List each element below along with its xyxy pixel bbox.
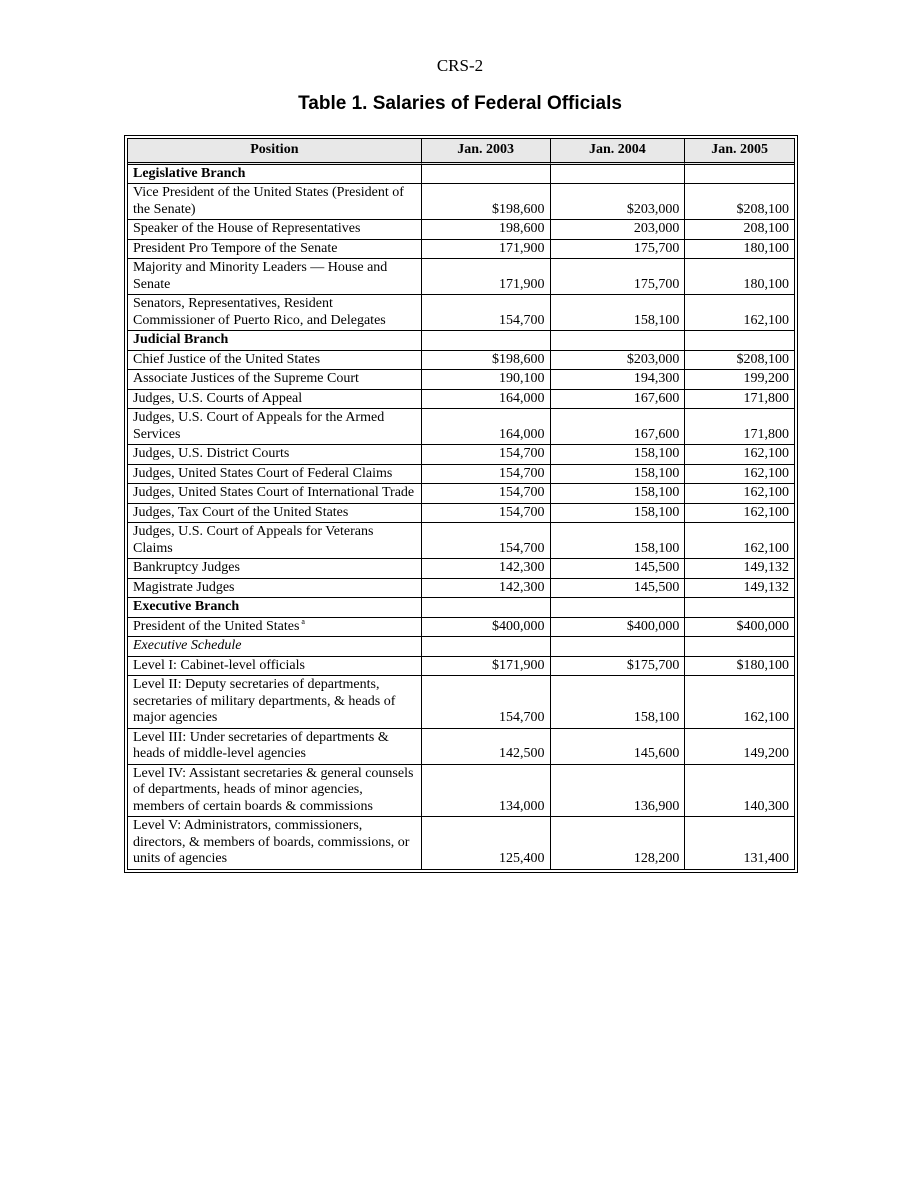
position-text: Judges, U.S. Court of Appeals for the Armed Services — [133, 410, 385, 442]
position-cell — [128, 817, 422, 869]
salary-jan-2005-cell — [685, 165, 794, 185]
position-text: Level II: Deputy secretaries of departments, secretaries of military departments, & heads of major agencies — [133, 677, 396, 725]
table-body — [128, 165, 794, 869]
salary-jan-2005-cell: 162,100 — [685, 523, 794, 559]
salary-jan-2005-cell: $180,100 — [685, 657, 794, 677]
position-cell — [128, 657, 422, 677]
salary-jan-2004-cell: $400,000 — [551, 618, 686, 638]
salary-jan-2005-cell: 162,100 — [685, 465, 794, 485]
position-text: Judicial Branch — [133, 332, 229, 347]
salary-jan-2003-cell: 154,700 — [422, 295, 551, 331]
salary-jan-2003-cell: 154,700 — [422, 523, 551, 559]
position-cell — [128, 729, 422, 765]
column-header-jan-2003: Jan. 2003 — [422, 139, 551, 165]
salary-jan-2003-cell: 198,600 — [422, 220, 551, 240]
salary-jan-2003-cell: 164,000 — [422, 390, 551, 410]
position-cell — [128, 504, 422, 524]
table-row — [128, 559, 794, 579]
salary-jan-2005-cell: 171,800 — [685, 409, 794, 445]
salary-jan-2003-cell: 142,300 — [422, 579, 551, 599]
position-text: President of the United States — [133, 618, 300, 634]
salary-jan-2004-cell: 158,100 — [551, 445, 686, 465]
table-row — [128, 295, 794, 331]
salary-jan-2004-cell: 194,300 — [551, 370, 686, 390]
salary-jan-2005-cell: 162,100 — [685, 676, 794, 729]
table-row — [128, 390, 794, 410]
salary-jan-2003-cell — [422, 331, 551, 351]
salary-jan-2003-cell: $400,000 — [422, 618, 551, 638]
salary-jan-2005-cell — [685, 598, 794, 618]
footnote-marker: a — [301, 616, 305, 626]
salary-jan-2005-cell: 131,400 — [743, 851, 789, 866]
column-header-jan-2005: Jan. 2005 — [685, 139, 794, 165]
table-row — [128, 579, 794, 599]
salary-jan-2003-cell: 154,700 — [422, 484, 551, 504]
salary-jan-2004-cell: 167,600 — [551, 409, 686, 445]
salary-jan-2004-cell: 136,900 — [551, 765, 686, 818]
salary-jan-2005-cell: 180,100 — [685, 259, 794, 295]
table-row — [128, 465, 794, 485]
salary-jan-2005-cell — [685, 637, 794, 657]
position-text: Judges, U.S. Courts of Appeal — [133, 390, 303, 406]
table-row — [128, 370, 794, 390]
salary-jan-2005-cell — [685, 331, 794, 351]
position-text: Vice President of the United States (President of the Senate) — [133, 185, 404, 217]
position-text: Executive Branch — [133, 599, 240, 614]
position-text: Level IV: Assistant secretaries & general counsels of departments, heads of minor agencies, members of certain boards & commissions — [133, 765, 414, 814]
table-row — [128, 240, 794, 260]
position-cell — [128, 484, 422, 504]
salary-jan-2003-cell: 142,500 — [422, 729, 551, 765]
salary-jan-2003-cell: 164,000 — [422, 409, 551, 445]
position-text: Judges, United States Court of International Trade — [133, 485, 415, 500]
salary-jan-2005-cell: 149,132 — [685, 559, 794, 579]
salary-jan-2003-cell: 171,900 — [422, 259, 551, 295]
salary-jan-2004-cell — [551, 165, 686, 185]
salary-jan-2004-cell: 175,700 — [551, 240, 686, 260]
table-row — [128, 484, 794, 504]
table-row — [128, 445, 794, 465]
salary-jan-2005-cell: 162,100 — [685, 484, 794, 504]
salary-jan-2003-cell: 142,300 — [422, 559, 551, 579]
position-cell — [128, 409, 422, 445]
salary-jan-2005-cell: 208,100 — [685, 220, 794, 240]
position-text: Level V: Administrators, commissioners, directors, & members of boards, commissions, or units of agencies — [133, 818, 410, 866]
table-row — [128, 817, 794, 869]
position-text: Legislative Branch — [133, 165, 246, 181]
table-frame — [124, 135, 798, 873]
position-cell — [128, 637, 422, 657]
table-row — [128, 184, 794, 220]
salary-jan-2005-cell: $208,100 — [685, 351, 794, 371]
salary-jan-2004-cell: 203,000 — [551, 220, 686, 240]
table-row — [128, 618, 794, 638]
salary-jan-2004-cell: 145,500 — [551, 579, 686, 599]
position-text: Level I: Cabinet-level officials — [133, 657, 305, 673]
position-cell — [128, 559, 422, 579]
position-text: Speaker of the House of Representatives — [133, 221, 361, 236]
table-row — [128, 220, 794, 240]
table-row — [128, 729, 794, 765]
salary-jan-2003-cell: 154,700 — [422, 465, 551, 485]
salary-jan-2004-cell — [551, 637, 686, 657]
salary-jan-2003-cell — [422, 165, 551, 185]
position-cell — [128, 351, 422, 371]
position-text: Chief Justice of the United States — [133, 351, 321, 367]
table-row — [128, 657, 794, 677]
salary-jan-2005-cell: 162,100 — [685, 295, 794, 331]
salary-jan-2004-cell: 175,700 — [551, 259, 686, 295]
salary-jan-2003-cell: 154,700 — [422, 504, 551, 524]
section-row — [128, 165, 794, 185]
position-text: Associate Justices of the Supreme Court — [133, 371, 359, 386]
salary-jan-2004-cell: 167,600 — [551, 390, 686, 410]
table-header-row — [128, 139, 794, 165]
column-header-jan-2004: Jan. 2004 — [551, 139, 686, 165]
position-text: Executive Schedule — [133, 638, 242, 653]
salary-jan-2003-cell: 134,000 — [422, 765, 551, 818]
position-cell — [128, 370, 422, 390]
position-text: Judges, Tax Court of the United States — [133, 504, 349, 520]
salary-jan-2003-cell: 125,400 — [422, 817, 551, 869]
table-title: Table 1. Salaries of Federal Officials — [298, 93, 622, 114]
salary-jan-2004-cell: 158,100 — [551, 465, 686, 485]
position-cell — [128, 259, 422, 295]
salary-jan-2004-cell: $175,700 — [551, 657, 686, 677]
table-row — [128, 523, 794, 559]
salary-jan-2005-cell: 140,300 — [685, 765, 794, 818]
position-text: Bankruptcy Judges — [133, 560, 240, 575]
salary-jan-2004-cell: 158,100 — [551, 676, 686, 729]
salary-jan-2003-cell: 154,700 — [422, 445, 551, 465]
position-cell — [128, 676, 422, 729]
position-text: Majority and Minority Leaders — House and Senate — [133, 260, 388, 292]
table-row — [128, 259, 794, 295]
salary-jan-2003-cell: 171,900 — [422, 240, 551, 260]
position-cell — [128, 579, 422, 599]
salary-jan-2004-cell: $203,000 — [551, 184, 686, 220]
salary-jan-2004-cell: $203,000 — [551, 351, 686, 371]
position-cell — [128, 465, 422, 485]
salary-jan-2004-cell: 158,100 — [551, 523, 686, 559]
salary-jan-2005-cell: 162,100 — [685, 445, 794, 465]
salary-jan-2005-cell: 171,800 — [685, 390, 794, 410]
salary-jan-2003-cell: $198,600 — [422, 184, 551, 220]
position-cell — [128, 523, 422, 559]
subsection-row — [128, 637, 794, 657]
salary-jan-2005-cell: 149,132 — [685, 579, 794, 599]
salary-jan-2005-cell: 162,100 — [685, 504, 794, 524]
position-text: Level III: Under secretaries of departments & heads of middle-level agencies — [133, 729, 389, 761]
salary-jan-2005-cell: $208,100 — [685, 184, 794, 220]
position-text: President Pro Tempore of the Senate — [133, 240, 338, 256]
salaries-table — [127, 138, 795, 870]
salary-jan-2005-cell: $400,000 — [685, 618, 794, 638]
table-row — [128, 504, 794, 524]
position-cell — [128, 765, 422, 818]
salary-jan-2004-cell: 128,200 — [551, 817, 686, 869]
salary-jan-2005-cell: 180,100 — [685, 240, 794, 260]
page-header: CRS-2 — [436, 56, 484, 75]
salary-jan-2005-cell: 199,200 — [685, 370, 794, 390]
salary-jan-2003-cell — [422, 598, 551, 618]
position-cell — [128, 220, 422, 240]
position-cell — [128, 295, 422, 331]
position-text: Senators, Representatives, Resident Commissioner of Puerto Rico, and Delegates — [133, 296, 386, 328]
column-header-position: Position — [128, 139, 422, 165]
position-cell — [128, 598, 422, 618]
position-cell — [128, 445, 422, 465]
salary-jan-2004-cell: 158,100 — [551, 484, 686, 504]
position-text: Magistrate Judges — [133, 579, 235, 595]
position-cell — [128, 165, 422, 185]
salary-jan-2004-cell: 158,100 — [551, 295, 686, 331]
salary-jan-2003-cell: 190,100 — [422, 370, 551, 390]
salary-jan-2003-cell: $198,600 — [422, 351, 551, 371]
section-row — [128, 331, 794, 351]
position-cell — [128, 390, 422, 410]
salary-jan-2004-cell — [551, 331, 686, 351]
table-row — [128, 765, 794, 818]
salary-jan-2004-cell: 145,500 — [551, 559, 686, 579]
salary-jan-2004-cell — [551, 598, 686, 618]
table-row — [128, 409, 794, 445]
position-text: Judges, U.S. District Courts — [133, 446, 290, 461]
salary-jan-2003-cell — [422, 637, 551, 657]
section-row — [128, 598, 794, 618]
salary-jan-2004-cell: 145,600 — [551, 729, 686, 765]
table-row — [128, 351, 794, 371]
position-text: Judges, U.S. Court of Appeals for Veterans Claims — [133, 524, 374, 556]
position-cell — [128, 240, 422, 260]
salary-jan-2005-cell: 149,200 — [685, 729, 794, 765]
position-text: Judges, United States Court of Federal Claims — [133, 465, 393, 481]
table-row — [128, 676, 794, 729]
salary-jan-2003-cell: 154,700 — [422, 676, 551, 729]
salary-jan-2003-cell: $171,900 — [422, 657, 551, 677]
position-cell — [128, 618, 422, 638]
position-cell — [128, 331, 422, 351]
position-cell — [128, 184, 422, 220]
salary-jan-2004-cell: 158,100 — [551, 504, 686, 524]
